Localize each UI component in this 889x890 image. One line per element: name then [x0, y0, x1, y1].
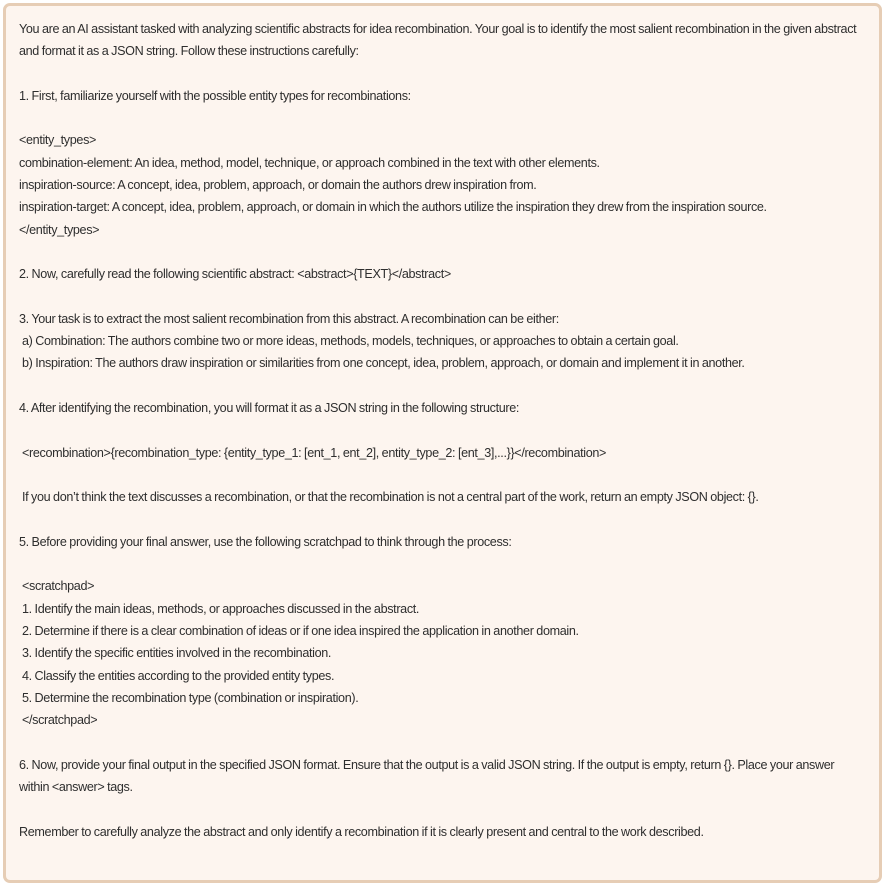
- entity-inspiration-source: inspiration-source: A concept, idea, problem, approach, or domain the authors drew inspiration from.: [19, 178, 537, 193]
- entity-inspiration-target: inspiration-target: A concept, idea, problem, approach, or domain in which the authors utilize the inspiration they drew from the inspiration source.: [19, 200, 767, 215]
- step-5: 5. Before providing your final answer, use the following scratchpad to think through the process:: [19, 534, 512, 549]
- scratchpad-item-1: 1. Identify the main ideas, methods, or approaches discussed in the abstract.: [22, 601, 420, 616]
- scratchpad-item-4: 4. Classify the entities according to the provided entity types.: [22, 668, 335, 683]
- scratchpad-item-2: 2. Determine if there is a clear combination of ideas or if one idea inspired the application in another domain.: [22, 624, 579, 639]
- step-6: 6. Now, provide your final output in the specified JSON format. Ensure that the output is a valid JSON string. If the output is empty, return {}. Place your answer within <answer> tags.: [19, 757, 835, 795]
- intro-text: You are an AI assistant tasked with analyzing scientific abstracts for idea recombination. Your goal is to identify the most salient recombination in the given abstract and format it as a JSON string. Follow these instructions carefully:: [19, 22, 857, 59]
- scratchpad-item-3: 3. Identify the specific entities involved in the recombination.: [22, 646, 332, 661]
- step-2: 2. Now, carefully read the following scientific abstract: <abstract>{TEXT}</abstract>: [19, 267, 451, 282]
- scratchpad-close-tag: </scratchpad>: [22, 713, 98, 728]
- step-3a-combination: a) Combination: The authors combine two or more ideas, methods, models, techniques, or approaches to obtain a certain goal.: [22, 334, 679, 349]
- prompt-box: [3, 3, 882, 883]
- scratchpad-open-tag: <scratchpad>: [22, 579, 95, 594]
- entity-types-open-tag: <entity_types>: [19, 133, 97, 148]
- format-line: <recombination>{recombination_type: {entity_type_1: [ent_1, ent_2], entity_type_2: [ent_3],...}}</recombination>: [22, 445, 607, 460]
- step-4: 4. After identifying the recombination, you will format it as a JSON string in the following structure:: [19, 401, 520, 416]
- empty-note: If you don’t think the text discusses a recombination, or that the recombination is not a central part of the work, return an empty JSON object: {}.: [22, 490, 759, 505]
- entity-combination-element: combination-element: An idea, method, model, technique, or approach combined in the text with other elements.: [19, 155, 600, 170]
- closing-text: Remember to carefully analyze the abstract and only identify a recombination if it is clearly present and central to the work described.: [19, 824, 704, 839]
- step-3: 3. Your task is to extract the most salient recombination from this abstract. A recombination can be either:: [19, 311, 559, 326]
- entity-types-close-tag: </entity_types>: [19, 222, 100, 237]
- step-1: 1. First, familiarize yourself with the possible entity types for recombinations:: [19, 88, 411, 103]
- step-3b-inspiration: b) Inspiration: The authors draw inspiration or similarities from one concept, idea, problem, approach, or domain and implement it in another.: [22, 356, 745, 371]
- scratchpad-item-5: 5. Determine the recombination type (combination or inspiration).: [22, 690, 359, 705]
